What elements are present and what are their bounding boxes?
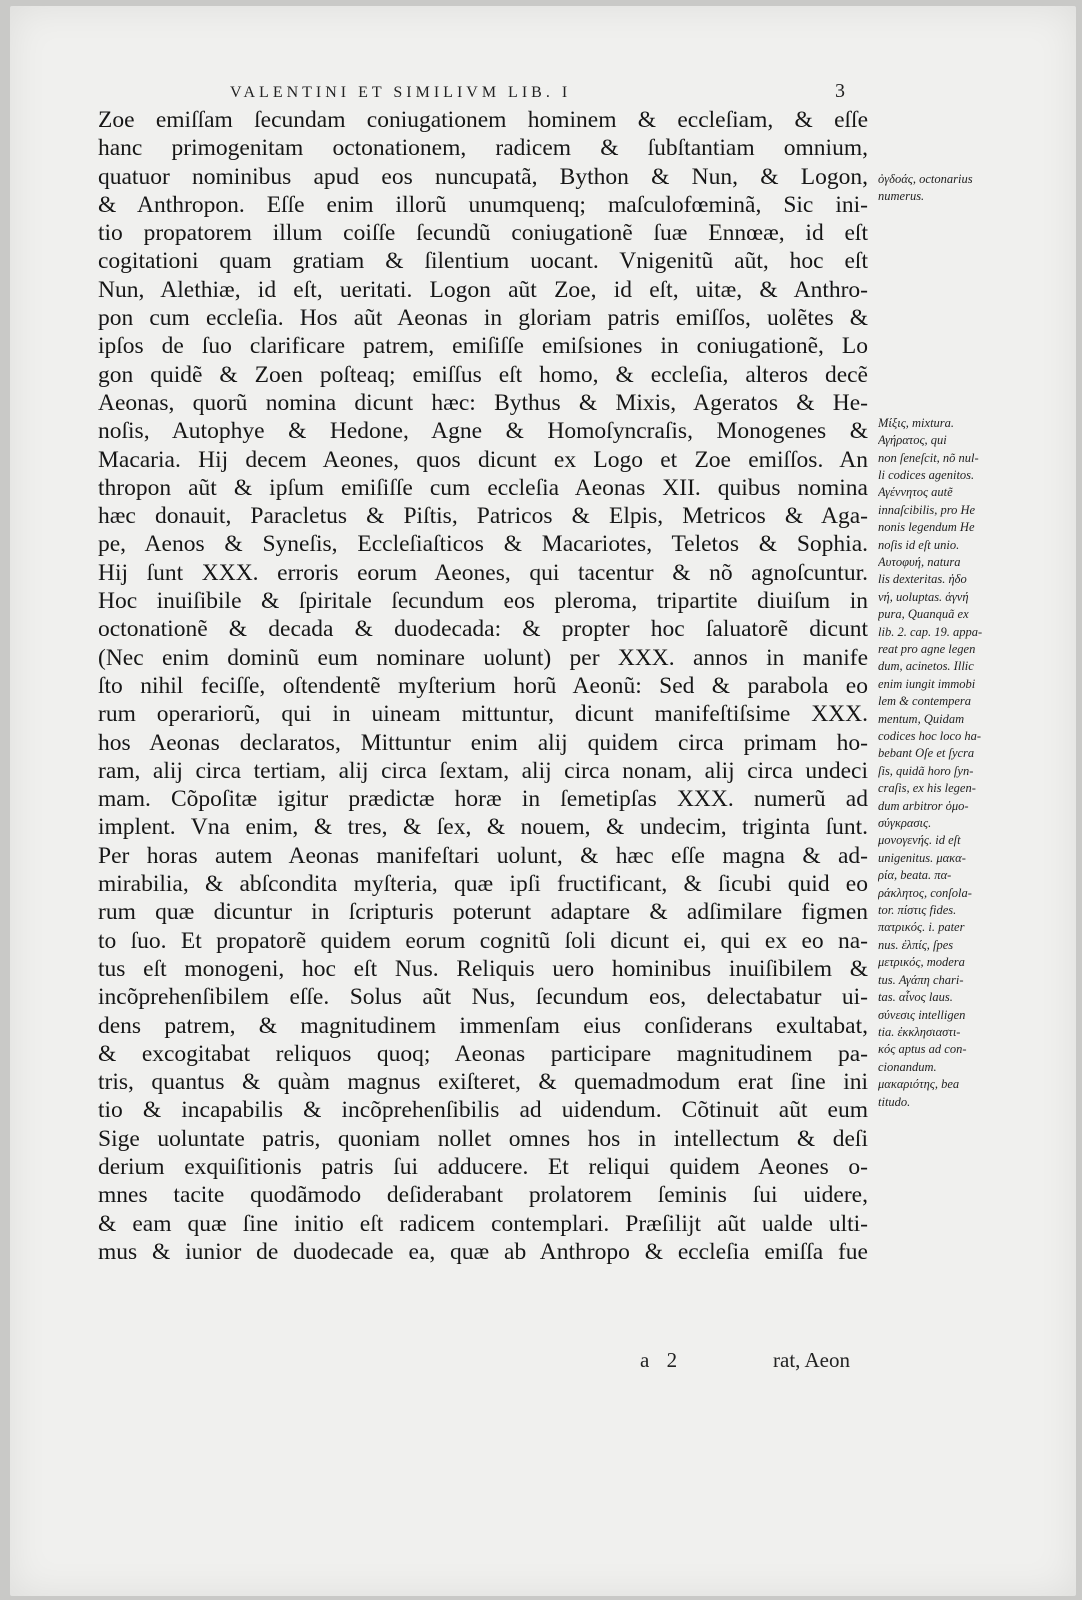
text-line: octonationẽ & decada & duodecada: & propter hoc ſaluatorẽ dicunt (98, 616, 868, 643)
folio-number: 3 (835, 80, 845, 102)
marginal-note-line: Αυτοφυή, natura (878, 554, 961, 569)
marginal-note-line: nus. ἐλπίς, ſpes (878, 937, 954, 952)
text-line: hanc primogenitam octonationem, radicem & ſubſtantiam omnium, (98, 135, 868, 162)
text-line: pon cum eccleſia. Hos aũt Aeonas in gloriam patris emiſſos, uolẽtes & (98, 305, 868, 332)
marginal-note-line (878, 328, 1028, 345)
text-line: derium exquiſitionis patris ſui adducere. Et reliqui quidem Aeones o- (98, 1153, 868, 1180)
text-line: tio propatorem illum coiſſe ſecundũ coniugationẽ ſuæ Ennœæ, id eſt (98, 220, 868, 247)
marginal-note-line: non ſeneſcit, nõ nul- (878, 450, 979, 465)
marginal-note-line: cionandum. (878, 1059, 937, 1074)
text-line: cogitationi quam gratiam & ſilentium uocant. Vnigenitũ aũt, hoc eſt (98, 248, 868, 275)
running-head: VALENTINI ET SIMILIVM LIB. I (230, 84, 572, 101)
text-line: hæc donauit, Paracletus & Piſtis, Patricos & Elpis, Metricos & Aga- (98, 503, 868, 530)
text-line: tris, quantus & quàm magnus exiſteret, & quemadmodum erat ſine ini (98, 1069, 868, 1096)
marginal-note-line: Αγέννητος autẽ (878, 485, 953, 500)
marginal-note-line: lis dexteritas. ἡδο (878, 572, 967, 587)
marginal-note-line: enim iungit immobi (878, 676, 976, 691)
marginal-note-line: tus. Αγάπη chari- (878, 972, 964, 987)
text-line: ſto nihil feciſſe, oſtendentẽ myſterium horũ Aeonũ: Sed & parabola eo (98, 672, 868, 699)
text-line: & Anthropon. Eſſe enim illorũ unumquenq; maſculofœminã, Sic ini- (98, 191, 868, 218)
marginal-note-line: codices hoc loco ha- (878, 729, 982, 743)
text-line: mam. Cõpoſitæ igitur prædictæ horæ in ſemetipſas XXX. numerũ ad (98, 786, 868, 813)
marginal-note-line: bebant Oſe et ſycra (878, 746, 975, 761)
text-line: & eam quæ ſine initio eſt radicem contemplari. Præſilijt aũt ualde ulti- (98, 1210, 868, 1237)
marginal-note-line: μετρικός, modera (878, 955, 965, 970)
text-line: dens patrem, & magnitudinem immenſam eius conſiderans exultabat, (98, 1012, 868, 1039)
text-line: tus eſt monogeni, hoc eſt Nus. Reliquis uero hominibus inuiſibilem & (98, 955, 868, 982)
text-line: rum operariorũ, qui in uineam mittuntur, dicunt manifeſtiſsime XXX. (98, 701, 868, 728)
text-line: Aeonas, quorũ nomina dicunt hæc: Bythus & Mixis, Ageratos & He- (98, 389, 868, 416)
text-line: to ſuo. Et propatorẽ quidem eorum cognitũ ſoli dicunt ei, qui ex eo na- (98, 927, 868, 954)
text-line: Hoc inuiſibile & ſpiritale ſecundum eos pleroma, tripartite diuiſum in (98, 588, 868, 615)
book-page (10, 6, 1076, 1596)
marginal-note-line: μονογενής. id eſt (878, 833, 961, 848)
text-line: Hij ſunt XXX. erroris eorum Aeones, qui tacentur & nõ agnoſcuntur. (98, 559, 868, 586)
text-line: Zoe emiſſam ſecundam coniugationem hominem & eccleſiam, & eſſe (98, 107, 868, 133)
marginal-note-line: μακαριότης, bea (878, 1077, 960, 1092)
text-line: Per horas autem Aeonas manifeſtari uolunt, & hæc eſſe magna & ad- (98, 842, 868, 869)
text-line: rum quæ dicuntur in ſcripturis poterunt adaptare & adſimilare figmen (98, 899, 868, 926)
text-line: ram, alij circa tertiam, alij circa ſextam, alij circa nonam, alij circa undeci (98, 757, 868, 784)
text-line: implent. Vna enim, & tres, & ſex, & nouem, & undecim, triginta ſunt. (98, 814, 868, 841)
marginal-note-line (878, 293, 1028, 310)
text-line: thropon aũt & ipſum emiſiſſe cum eccleſia Aeonas XII. quibus nomina (98, 474, 868, 501)
marginal-note-line: σύνεσις intelligen (878, 1007, 966, 1022)
marginal-note-line: ράκλητος, conſola- (878, 885, 972, 900)
marginal-note-line: ſis, quidã horo ſyn- (878, 763, 974, 778)
text-line: Sige uoluntate patris, quoniam nollet omnes hos in intellectum & deſi (98, 1125, 868, 1152)
text-line: incõprehenſibilem eſſe. Solus aũt Nus, ſecundum eos, delectabatur ui- (98, 984, 868, 1011)
marginal-note-line: nonis legendum He (878, 520, 975, 535)
marginal-note-line: li codices agenitos. (878, 467, 975, 482)
marginal-note-line (878, 223, 1028, 240)
marginal-note-line: κός aptus ad con- (878, 1042, 967, 1057)
text-line: mus & iunior de duodecade ea, quæ ab Anthropo & eccleſia emiſſa fue (98, 1238, 868, 1265)
marginal-note-line (878, 258, 1028, 275)
text-line: Macaria. Hij decem Aeones, quos dicunt ex Logo et Zoe emiſſos. An (98, 446, 868, 473)
marginal-note-line: mentum, Quidam (878, 711, 965, 726)
marginal-note-line: tia. ἐκκλησιαστι- (878, 1024, 961, 1039)
text-line: (Nec enim dominũ eum nominare uolunt) per XXX. annos in manife (98, 644, 868, 671)
marginal-note-line (878, 275, 1028, 292)
text-line: quatuor nominibus apud eos nuncupatã, Bython & Nun, & Logon, (98, 163, 868, 190)
marginal-note-line: noſis id eſt unio. (878, 537, 960, 552)
text-line: ipſos de ſuo clarificare patrem, emiſiſſe emiſsiones in coniugationẽ, Lo (98, 333, 868, 360)
marginal-note-line (878, 241, 1028, 258)
marginal-notes (878, 171, 1028, 1111)
marginal-note-line: ὀγδοάς, octonarius (878, 172, 973, 186)
marginal-note-line: Μίξις, mixtura. (878, 415, 955, 430)
marginal-note-line: dum, acinetos. Illic (878, 659, 974, 674)
text-line: hos Aeonas declaratos, Mittuntur enim alij quidem circa primam ho- (98, 729, 868, 756)
signature-mark: a 2 (640, 1348, 684, 1372)
marginal-note-line: νή, uoluptas. ἁγνή (878, 589, 969, 604)
marginal-note-line: numerus. (878, 189, 925, 204)
marginal-note-line: pura, Quanquã ex (878, 607, 969, 622)
text-line: & excogitabat reliquos quoq; Aeonas participare magnitudinem pa- (98, 1040, 868, 1067)
marginal-note-line: dum arbitror ὁμο- (878, 798, 969, 813)
marginal-note-line: craſis, ex his legen- (878, 781, 976, 796)
text-line: Nun, Alethiæ, id eſt, ueritati. Logon aũt Zoe, id eſt, uitæ, & Anthro- (98, 276, 868, 303)
text-line: pe, Aenos & Syneſis, Eccleſiaſticos & Macariotes, Teletos & Sophia. (98, 531, 868, 558)
marginal-note-line: σύγκρασις. (878, 816, 932, 831)
marginal-note-line (878, 397, 1028, 414)
text-line: gon quidẽ & Zoen poſteaq; emiſſus eſt homo, & eccleſia, alteros decẽ (98, 361, 868, 388)
marginal-note-line (878, 362, 1028, 379)
marginal-note-line: titudo. (878, 1094, 911, 1109)
marginal-note-line: unigenitus. μακα- (878, 850, 966, 865)
marginal-note-line (878, 345, 1028, 362)
main-text-block (98, 106, 868, 1266)
marginal-note-line (878, 380, 1028, 397)
marginal-note-line: ρία, beata. πα- (878, 868, 952, 883)
marginal-note-line: Αγήρατος, qui (878, 433, 947, 448)
marginal-note-line: innaſcibilis, pro He (878, 502, 976, 517)
text-line: mirabilia, & abſcondita myſteria, quæ ipſi fructificant, & ſicubi quid eo (98, 871, 868, 898)
text-line: tio & incapabilis & incõprehenſibilis ad uidendum. Cõtinuit aũt eum (98, 1097, 868, 1124)
marginal-note-line: πατρικός. i. pater (878, 920, 965, 935)
catchword: rat, Aeon (773, 1348, 850, 1372)
marginal-note-line (878, 310, 1028, 327)
marginal-note-line: reat pro agne legen (878, 641, 976, 656)
marginal-note-line: tor. πίστις fides. (878, 903, 957, 918)
marginal-note-line: tas. αἶνος laus. (878, 990, 953, 1005)
marginal-note-line: lib. 2. cap. 19. appa- (878, 624, 983, 639)
text-line: noſis, Autophye & Hedone, Agne & Homoſyncraſis, Monogenes & (98, 418, 868, 445)
marginal-note-line: lem & contempera (878, 694, 972, 709)
marginal-note-line (878, 206, 1028, 223)
text-line: mnes tacite quodãmodo deſiderabant prolatorem ſeminis ſui uidere, (98, 1182, 868, 1209)
